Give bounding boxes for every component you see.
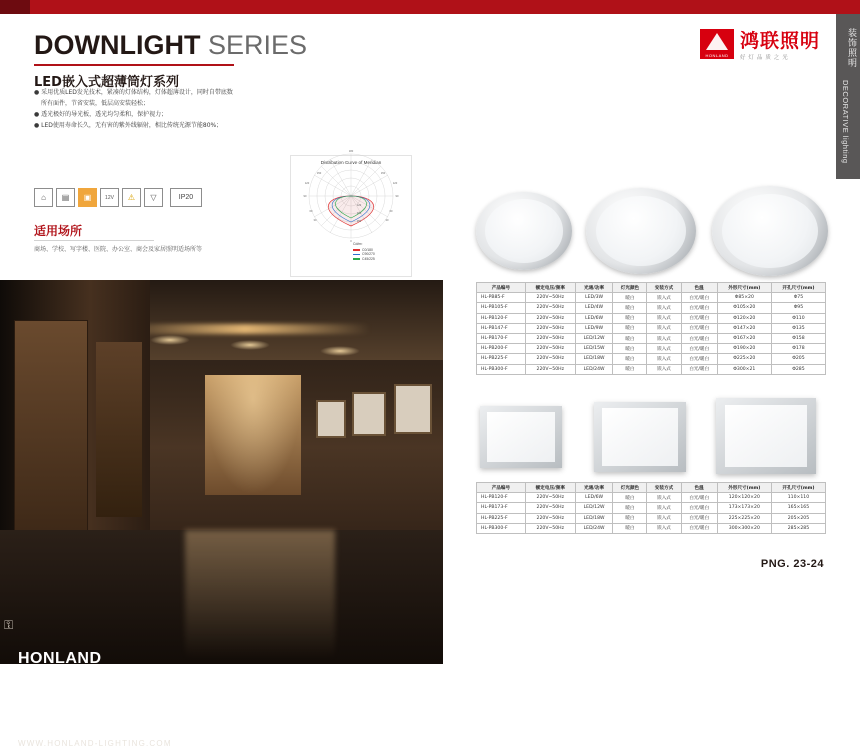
table-cell: HL-PB170-F bbox=[477, 333, 526, 343]
table-cell: 嵌入式 bbox=[647, 303, 681, 313]
table-cell: LED/24W bbox=[575, 364, 613, 374]
photo-door-2 bbox=[96, 342, 142, 517]
top-red-bar bbox=[0, 0, 860, 14]
legend-item: C0/180 bbox=[353, 248, 375, 253]
table-cell: 暖白 bbox=[613, 354, 647, 364]
th: 开孔尺寸(mm) bbox=[771, 283, 825, 293]
photo-wall-art-3 bbox=[394, 384, 432, 434]
th: 额定电压/频率 bbox=[525, 283, 575, 293]
table-cell: 225×225×20 bbox=[717, 513, 771, 523]
table-cell: LED/12W bbox=[575, 503, 613, 513]
table-cell: 白光/暖白 bbox=[681, 513, 717, 523]
svg-text:360: 360 bbox=[356, 220, 362, 223]
table-row bbox=[477, 323, 826, 333]
table-cell: 白光/暖白 bbox=[681, 313, 717, 323]
svg-text:90: 90 bbox=[303, 195, 307, 198]
table-cell: 暖白 bbox=[613, 303, 647, 313]
table-cell: HL-PB120-F bbox=[477, 313, 526, 323]
table-cell: Φ85×20 bbox=[717, 293, 771, 303]
page-title-bold: DOWNLIGHT bbox=[34, 30, 201, 60]
photometric-diagram-card bbox=[290, 150, 412, 277]
table-cell: LED/24W bbox=[575, 523, 613, 533]
photo-wall-art-1 bbox=[316, 400, 346, 438]
interior-photo bbox=[0, 280, 443, 748]
table-cell: 220V~50Hz bbox=[525, 303, 575, 313]
photometric-legend bbox=[353, 242, 375, 261]
table-cell: 嵌入式 bbox=[647, 503, 681, 513]
table-row bbox=[477, 503, 826, 513]
logo-mark-icon bbox=[700, 29, 734, 59]
scene-divider bbox=[34, 240, 154, 241]
th: 光通/功率 bbox=[575, 283, 613, 293]
table-cell: HL-PB120-F bbox=[477, 493, 526, 503]
table-cell: Φ285 bbox=[771, 364, 825, 374]
table-cell: 220V~50Hz bbox=[525, 333, 575, 343]
table-cell: 白光/暖白 bbox=[681, 503, 717, 513]
th: 额定电压/频率 bbox=[525, 483, 575, 493]
table-cell: 白光/暖白 bbox=[681, 323, 717, 333]
table-cell: LED/6W bbox=[575, 313, 613, 323]
table-cell: 白光/暖白 bbox=[681, 493, 717, 503]
table-cell: 暖白 bbox=[613, 523, 647, 533]
side-tab-label-en: DECORATIVE lighting bbox=[841, 80, 850, 164]
table-cell: 嵌入式 bbox=[647, 313, 681, 323]
table-cell: LED/6W bbox=[575, 493, 613, 503]
table-cell: 白光/暖白 bbox=[681, 523, 717, 533]
table-cell: 120×120×20 bbox=[717, 493, 771, 503]
photo-cove-light bbox=[120, 324, 370, 334]
th: 灯光颜色 bbox=[613, 483, 647, 493]
table-cell: 嵌入式 bbox=[647, 323, 681, 333]
table-cell: Φ105×20 bbox=[717, 303, 771, 313]
th: 产品编号 bbox=[477, 483, 526, 493]
table-cell: LED/9W bbox=[575, 323, 613, 333]
th: 开孔尺寸(mm) bbox=[771, 483, 825, 493]
legend-item: C45/225 bbox=[353, 257, 375, 262]
th: 外形尺寸(mm) bbox=[717, 483, 771, 493]
table-row bbox=[477, 333, 826, 343]
table-row bbox=[477, 523, 826, 533]
table-cell: LED/18W bbox=[575, 513, 613, 523]
th: 灯光颜色 bbox=[613, 283, 647, 293]
square-downlight-image bbox=[480, 406, 562, 468]
table-cell: HL-PB173-F bbox=[477, 503, 526, 513]
table-cell: 暖白 bbox=[613, 493, 647, 503]
title-rule bbox=[34, 64, 234, 66]
key-icon: ⚿ bbox=[4, 618, 14, 632]
legend-unit: Cd/m² bbox=[353, 242, 363, 246]
th: 外形尺寸(mm) bbox=[717, 283, 771, 293]
square-downlight-photos bbox=[476, 398, 826, 476]
page-title-light: SERIES bbox=[208, 30, 308, 60]
table-cell: LED/12W bbox=[575, 333, 613, 343]
table-cell: 220V~50Hz bbox=[525, 313, 575, 323]
table-cell: 173×173×20 bbox=[717, 503, 771, 513]
table-cell: 220V~50Hz bbox=[525, 493, 575, 503]
table-cell: Φ120×20 bbox=[717, 313, 771, 323]
th: 色温 bbox=[681, 483, 717, 493]
table-cell: 220V~50Hz bbox=[525, 293, 575, 303]
voltage-icon: 12V bbox=[100, 188, 119, 207]
scene-text: 商场、学校、写字楼、医院、办公室、商会及家居照明适场所等 bbox=[34, 246, 203, 253]
table-cell: Φ135 bbox=[771, 323, 825, 333]
page-subtitle: LED嵌入式超薄筒灯系列 bbox=[34, 75, 179, 90]
table-cell: 300×300×20 bbox=[717, 523, 771, 533]
th: 安装方式 bbox=[647, 283, 681, 293]
table-cell: Φ95 bbox=[771, 303, 825, 313]
table-cell: Φ225×20 bbox=[717, 354, 771, 364]
svg-text:120: 120 bbox=[304, 182, 310, 185]
table-cell: 白光/暖白 bbox=[681, 354, 717, 364]
table-row bbox=[477, 513, 826, 523]
table-row bbox=[477, 354, 826, 364]
table-cell: 220V~50Hz bbox=[525, 523, 575, 533]
table-cell: HL-PB147-F bbox=[477, 323, 526, 333]
table-cell: 白光/暖白 bbox=[681, 303, 717, 313]
table-header-row bbox=[477, 483, 826, 493]
table-cell: 暖白 bbox=[613, 323, 647, 333]
photo-downlight-spot bbox=[230, 340, 270, 350]
table-cell: 220V~50Hz bbox=[525, 354, 575, 364]
feature-bullets bbox=[34, 88, 294, 132]
logo-text bbox=[740, 26, 820, 61]
table-cell: LED/3W bbox=[575, 293, 613, 303]
table-cell: 暖白 bbox=[613, 313, 647, 323]
table-cell: 嵌入式 bbox=[647, 493, 681, 503]
ip-rating-badge: IP20 bbox=[170, 188, 202, 207]
square-downlight-image bbox=[594, 402, 686, 472]
table-cell: Φ190×20 bbox=[717, 344, 771, 354]
th: 色温 bbox=[681, 283, 717, 293]
logo-slogan: 好 灯 品 质 之 光 bbox=[739, 55, 789, 61]
bullet-3: ● LED使用寿命长久，无有害的紫外线辐射，相比传统光源节能80%； bbox=[34, 122, 223, 129]
photo-url: WWW.HONLAND-LIGHTING.COM bbox=[18, 739, 172, 748]
side-tab-label-cn: 装饰照明 bbox=[846, 28, 856, 68]
table-cell: 220V~50Hz bbox=[525, 503, 575, 513]
bullet-2: ● 透光极好的导光板，透光均匀柔和，保护视力； bbox=[34, 111, 168, 118]
led-chip-icon: ▣ bbox=[78, 188, 97, 207]
legend-item: C90/270 bbox=[353, 252, 375, 257]
square-downlight-image bbox=[716, 398, 816, 474]
brand-logo bbox=[700, 26, 820, 61]
table-cell: Φ178 bbox=[771, 344, 825, 354]
svg-text:90: 90 bbox=[395, 195, 399, 198]
bullet-1: ● 采用优质LED发光技术，紧凑的灯体结构，灯体超薄设计，同时自带底数 bbox=[34, 89, 233, 96]
table-cell: 暖白 bbox=[613, 344, 647, 354]
table-cell: 嵌入式 bbox=[647, 513, 681, 523]
square-spec-table bbox=[476, 482, 826, 534]
table-cell: 205×205 bbox=[771, 513, 825, 523]
table-cell: 220V~50Hz bbox=[525, 323, 575, 333]
table-cell: LED/4W bbox=[575, 303, 613, 313]
photo-downlight-spot bbox=[150, 335, 190, 345]
table-cell: HL-PB225-F bbox=[477, 513, 526, 523]
table-cell: 暖白 bbox=[613, 503, 647, 513]
table-cell: 220V~50Hz bbox=[525, 364, 575, 374]
table-cell: LED/18W bbox=[575, 354, 613, 364]
svg-text:60: 60 bbox=[389, 210, 393, 213]
building-icon: ▤ bbox=[56, 188, 75, 207]
photo-corridor-glow bbox=[205, 375, 301, 495]
table-cell: Φ75 bbox=[771, 293, 825, 303]
table-cell: 285×285 bbox=[771, 523, 825, 533]
svg-text:0: 0 bbox=[350, 240, 352, 243]
feature-icon-row bbox=[34, 188, 202, 207]
top-dark-corner bbox=[0, 0, 30, 14]
svg-text:60: 60 bbox=[309, 210, 313, 213]
table-row bbox=[477, 364, 826, 374]
table-row bbox=[477, 313, 826, 323]
round-downlight-image bbox=[712, 186, 828, 276]
scene-title: 适用场所 bbox=[34, 224, 83, 238]
th: 光通/功率 bbox=[575, 483, 613, 493]
no-dim-icon: ▽ bbox=[144, 188, 163, 207]
th: 产品编号 bbox=[477, 283, 526, 293]
round-downlight-image bbox=[476, 192, 572, 270]
logo-name-cn: 鸿联照明 bbox=[739, 30, 820, 52]
photo-caption bbox=[18, 650, 193, 748]
table-cell: 白光/暖白 bbox=[681, 364, 717, 374]
photo-brand: HONLAND bbox=[18, 650, 102, 667]
table-cell: 白光/暖白 bbox=[681, 333, 717, 343]
table-cell: LED/15W bbox=[575, 344, 613, 354]
table-cell: 220V~50Hz bbox=[525, 344, 575, 354]
table-cell: Φ158 bbox=[771, 333, 825, 343]
table-cell: HL-PB200-F bbox=[477, 344, 526, 354]
table-cell: HL-PB85-F bbox=[477, 293, 526, 303]
table-cell: 嵌入式 bbox=[647, 293, 681, 303]
svg-text:240: 240 bbox=[356, 212, 362, 215]
side-category-tab bbox=[836, 14, 860, 179]
table-cell: HL-PB105-F bbox=[477, 303, 526, 313]
round-spec-table bbox=[476, 282, 826, 375]
logo-mark-text: HONLAND bbox=[705, 52, 729, 58]
table-cell: 嵌入式 bbox=[647, 333, 681, 343]
table-row bbox=[477, 344, 826, 354]
table-cell: 嵌入式 bbox=[647, 364, 681, 374]
table-cell: 220V~50Hz bbox=[525, 513, 575, 523]
table-cell: 嵌入式 bbox=[647, 523, 681, 533]
table-row bbox=[477, 293, 826, 303]
table-cell: 嵌入式 bbox=[647, 354, 681, 364]
table-cell: HL-PB300-F bbox=[477, 364, 526, 374]
table-cell: Φ110 bbox=[771, 313, 825, 323]
home-icon: ⌂ bbox=[34, 188, 53, 207]
table-cell: Φ167×20 bbox=[717, 333, 771, 343]
round-downlight-image bbox=[586, 188, 696, 274]
table-cell: 暖白 bbox=[613, 513, 647, 523]
round-downlight-photos bbox=[476, 186, 826, 276]
svg-text:120: 120 bbox=[356, 204, 362, 207]
photo-wall-art-2 bbox=[352, 392, 386, 436]
photo-line-2: HANDBOOK bbox=[18, 698, 193, 730]
table-cell: HL-PB300-F bbox=[477, 523, 526, 533]
svg-text:120: 120 bbox=[392, 182, 398, 185]
photo-floor-reflection bbox=[185, 530, 335, 660]
table-cell: 110×110 bbox=[771, 493, 825, 503]
table-cell: Φ205 bbox=[771, 354, 825, 364]
svg-text:30: 30 bbox=[313, 219, 317, 222]
bullet-1-cont: 所有面件，节省安装，低层高安装轻松； bbox=[41, 100, 150, 107]
table-cell: Φ300×21 bbox=[717, 364, 771, 374]
table-cell: 暖白 bbox=[613, 293, 647, 303]
warning-icon: ⚠ bbox=[122, 188, 141, 207]
photo-downlight-spot bbox=[320, 346, 360, 356]
th: 安装方式 bbox=[647, 483, 681, 493]
table-cell: 嵌入式 bbox=[647, 344, 681, 354]
table-cell: 白光/暖白 bbox=[681, 344, 717, 354]
photometric-diagram-title: Distribution Curve of Meridian bbox=[320, 160, 382, 165]
table-cell: Φ147×20 bbox=[717, 323, 771, 333]
svg-text:180: 180 bbox=[348, 150, 354, 153]
svg-text:30: 30 bbox=[385, 219, 389, 222]
page-header bbox=[34, 30, 307, 90]
table-cell: 165×165 bbox=[771, 503, 825, 513]
table-cell: 暖白 bbox=[613, 333, 647, 343]
svg-text:150: 150 bbox=[380, 172, 386, 175]
table-cell: HL-PB225-F bbox=[477, 354, 526, 364]
table-header-row bbox=[477, 283, 826, 293]
photo-door-1 bbox=[14, 320, 88, 537]
table-cell: 白光/暖白 bbox=[681, 293, 717, 303]
page-title bbox=[34, 30, 307, 61]
table-row bbox=[477, 303, 826, 313]
table-row bbox=[477, 493, 826, 503]
table-cell: 暖白 bbox=[613, 364, 647, 374]
svg-text:150: 150 bbox=[316, 172, 322, 175]
photo-line-1: PRODUCT bbox=[18, 667, 165, 699]
page-number: PNG. 23-24 bbox=[760, 558, 824, 570]
